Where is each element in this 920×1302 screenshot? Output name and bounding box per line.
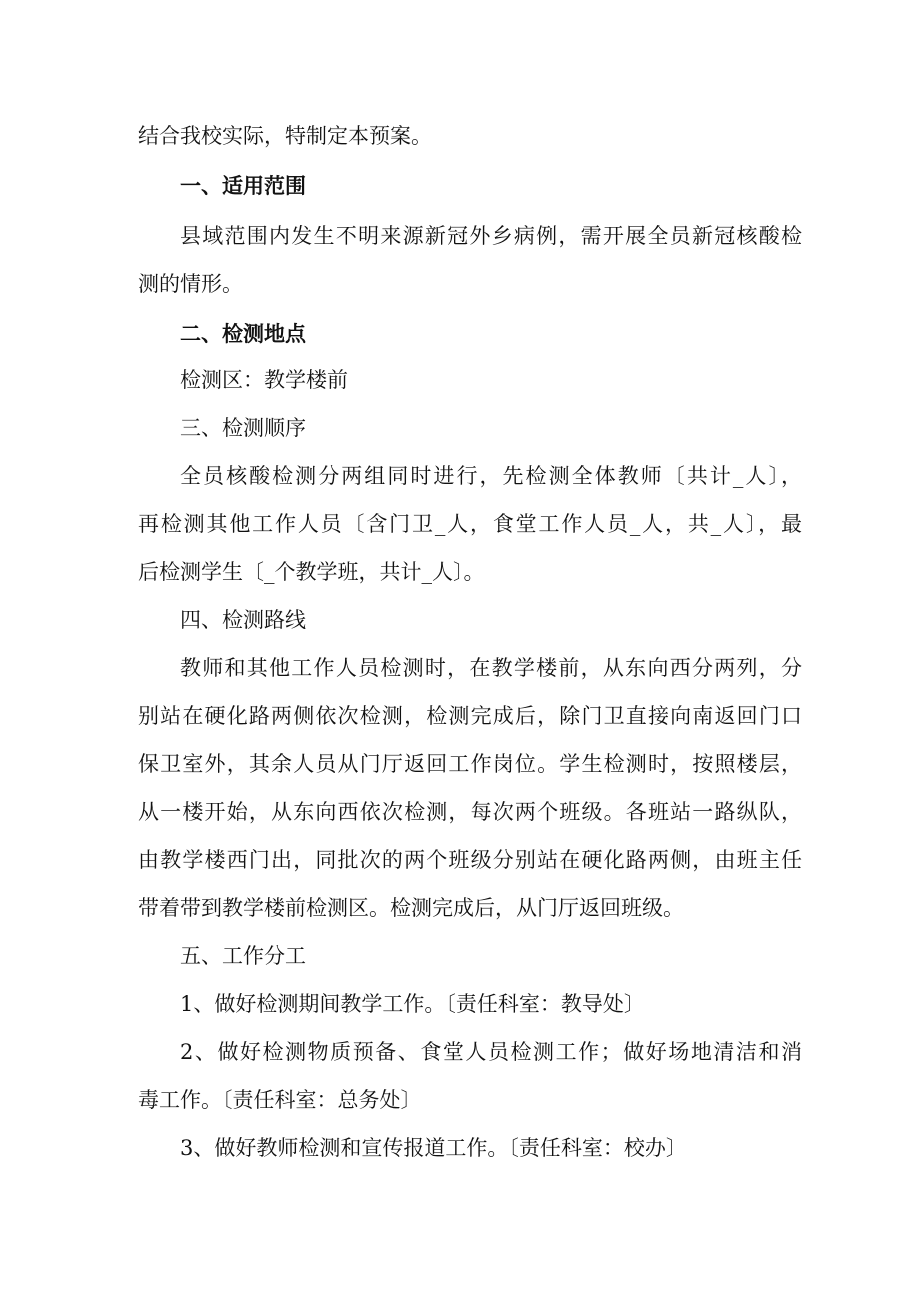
heading-division: 五、工作分工 — [180, 944, 306, 968]
scope-text-line-1: 县域范围内发生不明来源新冠外乡病例，需开展全员新冠核酸检 — [180, 224, 802, 248]
heading-scope: 一、适用范围 — [180, 173, 306, 198]
intro-text: 结合我校实际，特制定本预案。 — [138, 124, 432, 148]
route-text-line-5: 由教学楼西门出，同批次的两个班级分别站在硬化路两侧，由班主任 — [138, 848, 802, 872]
order-text-line-1: 全员核酸检测分两组同时进行，先检测全体教师〔共计_人〕， — [180, 464, 802, 488]
division-item-3: 3、做好教师检测和宣传报道工作。〔责任科室：校办〕 — [180, 1136, 687, 1160]
location-text: 检测区：教学楼前 — [180, 368, 348, 392]
heading-order: 三、检测顺序 — [180, 416, 306, 440]
division-item-2-line-2: 毒工作。〔责任科室：总务处〕 — [138, 1088, 422, 1112]
scope-text-line-2: 测的情形。 — [138, 272, 243, 296]
heading-location: 二、检测地点 — [180, 321, 306, 346]
heading-route: 四、检测路线 — [180, 608, 306, 632]
division-item-1: 1、做好检测期间教学工作。〔责任科室：教导处〕 — [180, 992, 645, 1016]
route-text-line-4: 从一楼开始，从东向西依次检测，每次两个班级。各班站一路纵队， — [138, 800, 802, 824]
division-item-2-line-1: 2、做好检测物质预备、食堂人员检测工作；做好场地清洁和消 — [180, 1040, 802, 1064]
route-text-line-1: 教师和其他工作人员检测时，在教学楼前，从东向西分两列，分 — [180, 656, 802, 680]
route-text-line-6: 带着带到教学楼前检测区。检测完成后，从门厅返回班级。 — [138, 896, 684, 920]
route-text-line-2: 别站在硬化路两侧依次检测，检测完成后，除门卫直接向南返回门口 — [138, 704, 802, 728]
order-text-line-2: 再检测其他工作人员〔含门卫_人，食堂工作人员_人，共_人〕，最 — [138, 512, 802, 536]
route-text-line-3: 保卫室外，其余人员从门厅返回工作岗位。学生检测时，按照楼层， — [138, 752, 802, 776]
order-text-line-3: 后检测学生〔_个教学班，共计_人〕。 — [138, 560, 485, 584]
